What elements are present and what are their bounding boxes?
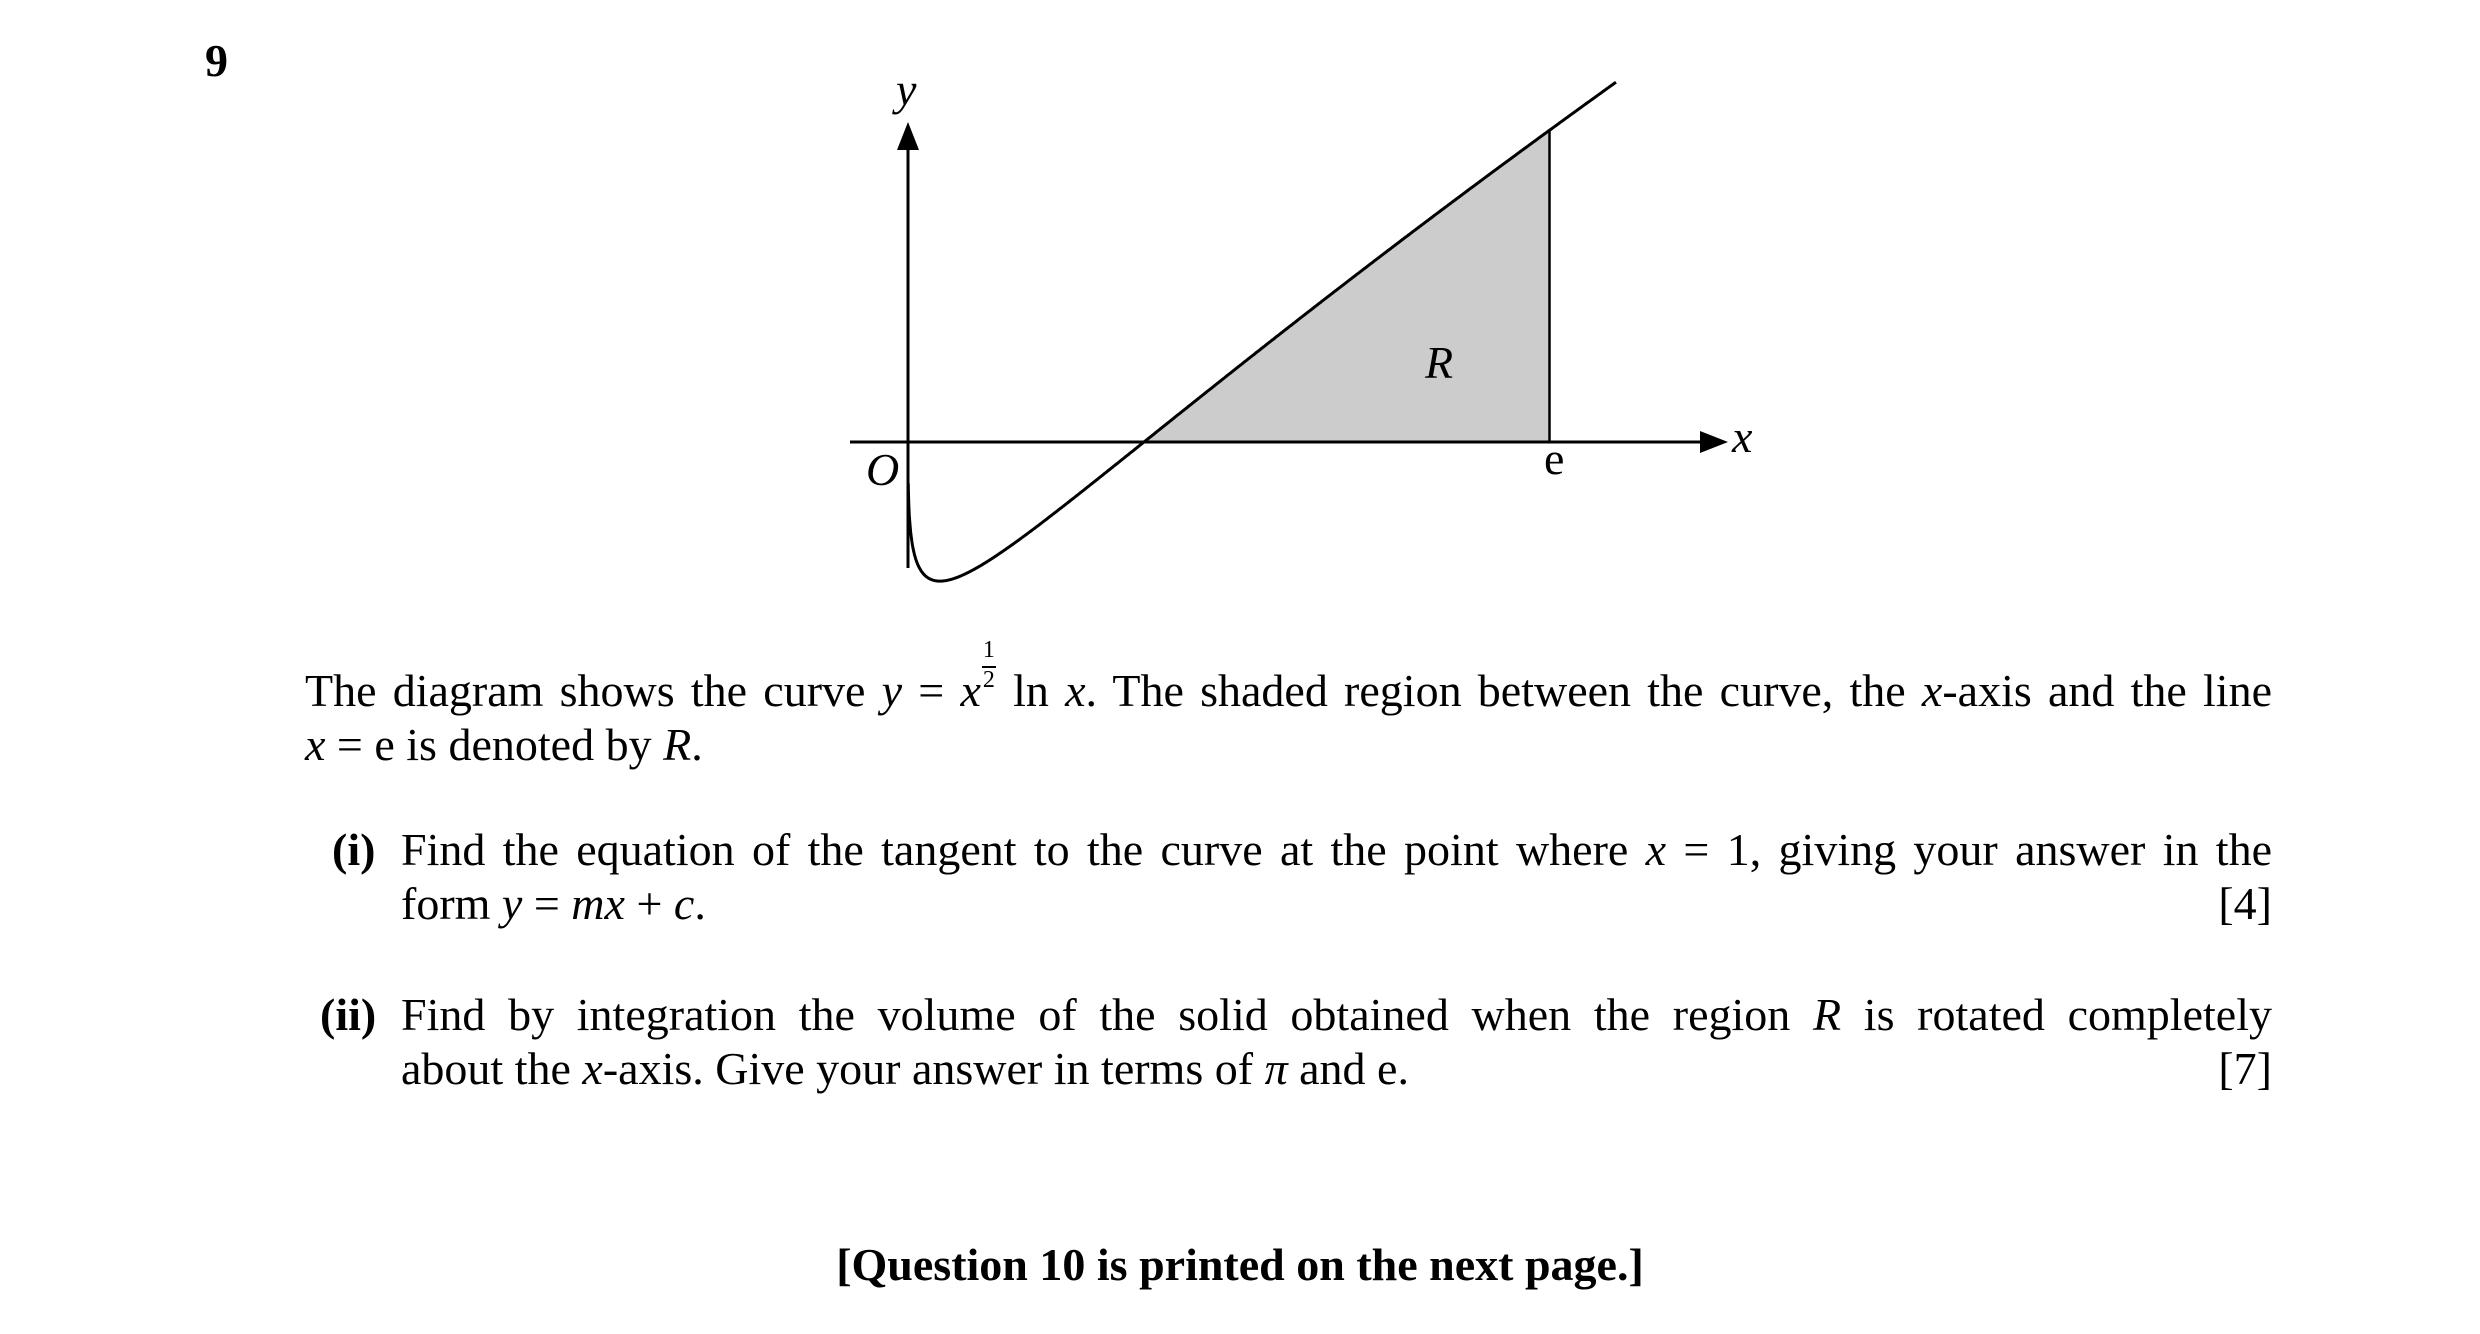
intro-paragraph	[305, 637, 2272, 772]
part-i-marks: [4]	[2218, 878, 2272, 929]
x-axis-label: x	[1732, 411, 1753, 462]
part-ii-marks: [7]	[2218, 1043, 2272, 1094]
part-ii-text: Find by integration the volume of the solid obtained when the region R is rotated completely about the x-axis. Give your answer in terms of π and e. [7]	[401, 989, 2272, 1094]
e-label: e	[1544, 433, 1565, 484]
region-label: R	[1425, 337, 1454, 388]
footer-note: [Question 10 is printed on the next page.]	[836, 1239, 1644, 1290]
intro-line-1: The diagram shows the curve y = x $\frac{1}{2}$ ln x. The shaded region between the curve, the x-axis and the line	[305, 637, 2272, 716]
part-i-label: (i)	[332, 824, 376, 875]
intro-line-2: x = e is denoted by R.	[305, 719, 703, 770]
curve-diagram	[0, 0, 2480, 620]
x-axis-arrow	[1700, 431, 1728, 453]
part-ii-label: (ii)	[320, 989, 377, 1040]
origin-label: O	[866, 444, 900, 495]
question-number: 9	[205, 35, 228, 86]
y-axis-label: y	[896, 64, 917, 115]
y-axis-arrow	[897, 122, 919, 150]
part-i-text: Find the equation of the tangent to the curve at the point where x = 1, giving your answer in the form y = mx + c. [4]	[401, 824, 2273, 929]
exponent-one-half: $\frac{1}{2}$	[982, 637, 995, 693]
